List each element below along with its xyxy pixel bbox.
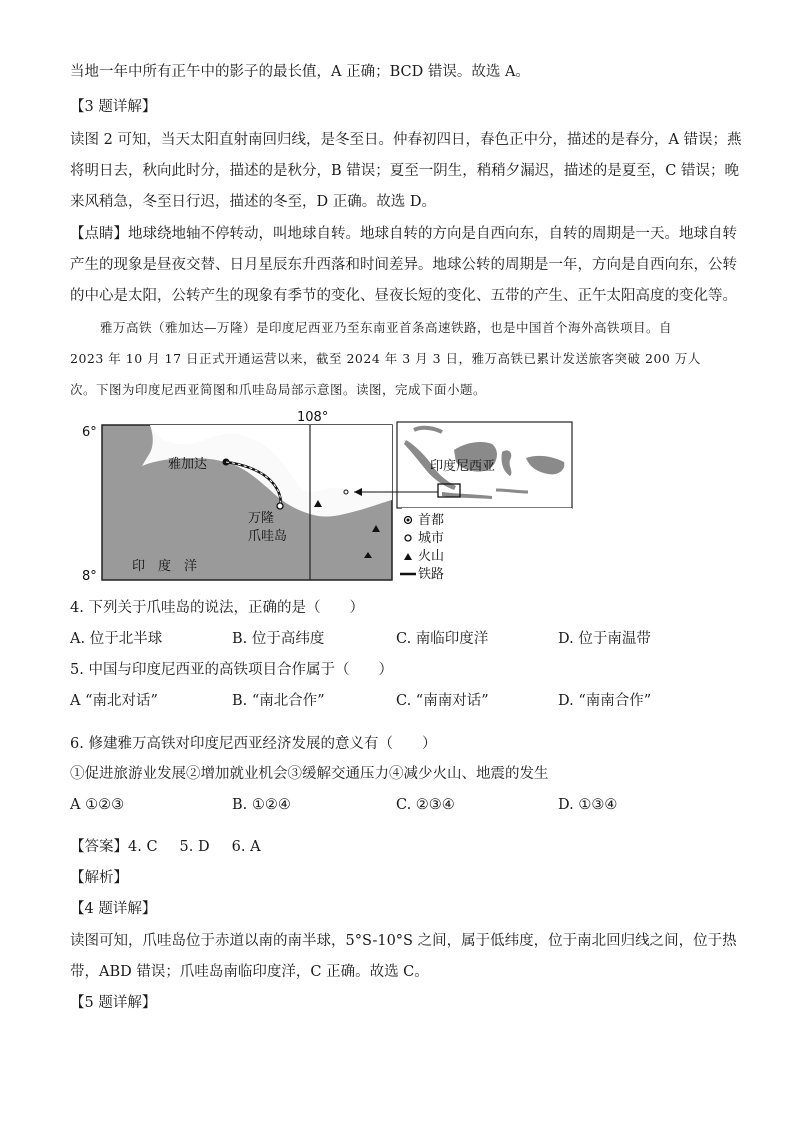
question-6-statements: ①促进旅游业发展②增加就业机会③缓解交通压力④减少火山、地震的发生 bbox=[70, 766, 549, 782]
text-line: 产生的现象是昼夜交替、日月星辰东升西落和时间差异。地球公转的周期是一年，方向是自西向东，公转 bbox=[70, 257, 737, 273]
option-d[interactable]: D. ①③④ bbox=[558, 797, 618, 813]
text-line: 的中心是太阳，公转产生的现象有季节的变化、昼夜长短的变化、五带的产生、正午太阳高度的变化等。 bbox=[70, 288, 737, 304]
longitude-label: 108° bbox=[297, 410, 329, 425]
option-c[interactable]: C. 南临印度洋 bbox=[396, 631, 489, 647]
legend-city: 城市 bbox=[418, 531, 445, 546]
question-4-options bbox=[70, 629, 724, 649]
answer-5: 5. D bbox=[179, 839, 210, 855]
city-circle-icon bbox=[405, 535, 411, 541]
bandung-label: 万隆 bbox=[248, 511, 275, 526]
passage-line: 2023 年 10 月 17 日正式开通运营以来，截至 2024 年 3 月 3 日，雅万高铁已累计发送旅客突破 200 万人 bbox=[70, 351, 701, 366]
indonesia-java-map bbox=[82, 410, 577, 585]
question-5: 5. 中国与印度尼西亚的高铁项目合作属于（ ） bbox=[70, 662, 393, 678]
latitude-label-bottom: 8° bbox=[82, 569, 97, 584]
section-heading: 【5 题详解】 bbox=[70, 995, 157, 1011]
option-d[interactable]: D. “南南合作” bbox=[558, 693, 652, 709]
option-b[interactable]: B. 位于高纬度 bbox=[232, 631, 325, 647]
option-d[interactable]: D. 位于南温带 bbox=[558, 631, 651, 647]
map-legend bbox=[400, 508, 572, 585]
jakarta-label: 雅加达 bbox=[168, 457, 208, 472]
city-circle-icon bbox=[344, 490, 348, 494]
answer-4: 4. C bbox=[128, 839, 158, 855]
inset-country-label: 印度尼西亚 bbox=[430, 459, 496, 474]
indian-ocean-label: 印 度 洋 bbox=[132, 559, 198, 574]
passage-line: 雅万高铁（雅加达—万隆）是印度尼西亚乃至东南亚首条高速铁路，也是中国首个海外高铁项目。自 bbox=[100, 320, 673, 335]
text-line: 【点睛】地球绕地轴不停转动，叫地球自转。地球自转的方向是自西向东，自转的周期是一天。地球自转 bbox=[70, 226, 737, 242]
option-b[interactable]: B. ①②④ bbox=[232, 797, 291, 813]
answer-6: 6. A bbox=[231, 839, 261, 855]
city-circle-icon bbox=[277, 503, 283, 509]
section-heading: 【3 题详解】 bbox=[70, 99, 157, 115]
option-a[interactable]: A ①②③ bbox=[70, 797, 125, 813]
passage-line: 次。下图为印度尼西亚简图和爪哇岛局部示意图。读图，完成下面小题。 bbox=[70, 382, 487, 397]
question-6: 6. 修建雅万高铁对印度尼西亚经济发展的意义有（ ） bbox=[70, 736, 437, 752]
section-heading: 【4 题详解】 bbox=[70, 901, 157, 917]
text-line: 读图 2 可知，当天太阳直射南回归线，是冬至日。仲春初四日，春色正中分，描述的是春分，A 错误；燕 bbox=[70, 132, 742, 148]
question-5-options bbox=[70, 691, 724, 711]
text-line: 来风稍急，冬至日行迟，描述的冬至，D 正确。故选 D。 bbox=[70, 194, 436, 210]
text-line: 将明日去，秋向此时分，描述的是秋分，B 错误；夏至一阴生，稍稍夕漏迟，描述的是夏至，C 错误；晚 bbox=[70, 163, 739, 179]
indonesia-inset-map bbox=[397, 422, 572, 508]
java-map-panel bbox=[82, 410, 392, 584]
analysis-heading: 【解析】 bbox=[70, 870, 128, 886]
java-label: 爪哇岛 bbox=[248, 529, 288, 544]
answer-label: 【答案】 bbox=[70, 839, 128, 855]
question-6-options bbox=[70, 795, 724, 815]
text-line: 当地一年中所有正午中的影子的最长值，A 正确；BCD 错误。故选 A。 bbox=[70, 64, 530, 80]
option-a[interactable]: A “南北对话” bbox=[70, 693, 158, 709]
answer-line bbox=[70, 837, 724, 857]
latitude-label-top: 6° bbox=[82, 425, 97, 440]
legend-volcano: 火山 bbox=[418, 549, 445, 564]
option-c[interactable]: C. ②③④ bbox=[396, 797, 455, 813]
option-b[interactable]: B. “南北合作” bbox=[232, 693, 325, 709]
text-line: 读图可知，爪哇岛位于赤道以南的南半球，5°S-10°S 之间，属于低纬度，位于南北回归线之间，位于热 bbox=[70, 933, 737, 949]
question-4: 4. 下列关于爪哇岛的说法，正确的是（ ） bbox=[70, 600, 364, 616]
option-a[interactable]: A. 位于北半球 bbox=[70, 631, 163, 647]
text-line: 带，ABD 错误；爪哇岛南临印度洋，C 正确。故选 C。 bbox=[70, 964, 429, 980]
legend-capital: 首都 bbox=[418, 513, 445, 528]
option-c[interactable]: C. “南南对话” bbox=[396, 693, 489, 709]
legend-railway: 铁路 bbox=[418, 567, 445, 582]
